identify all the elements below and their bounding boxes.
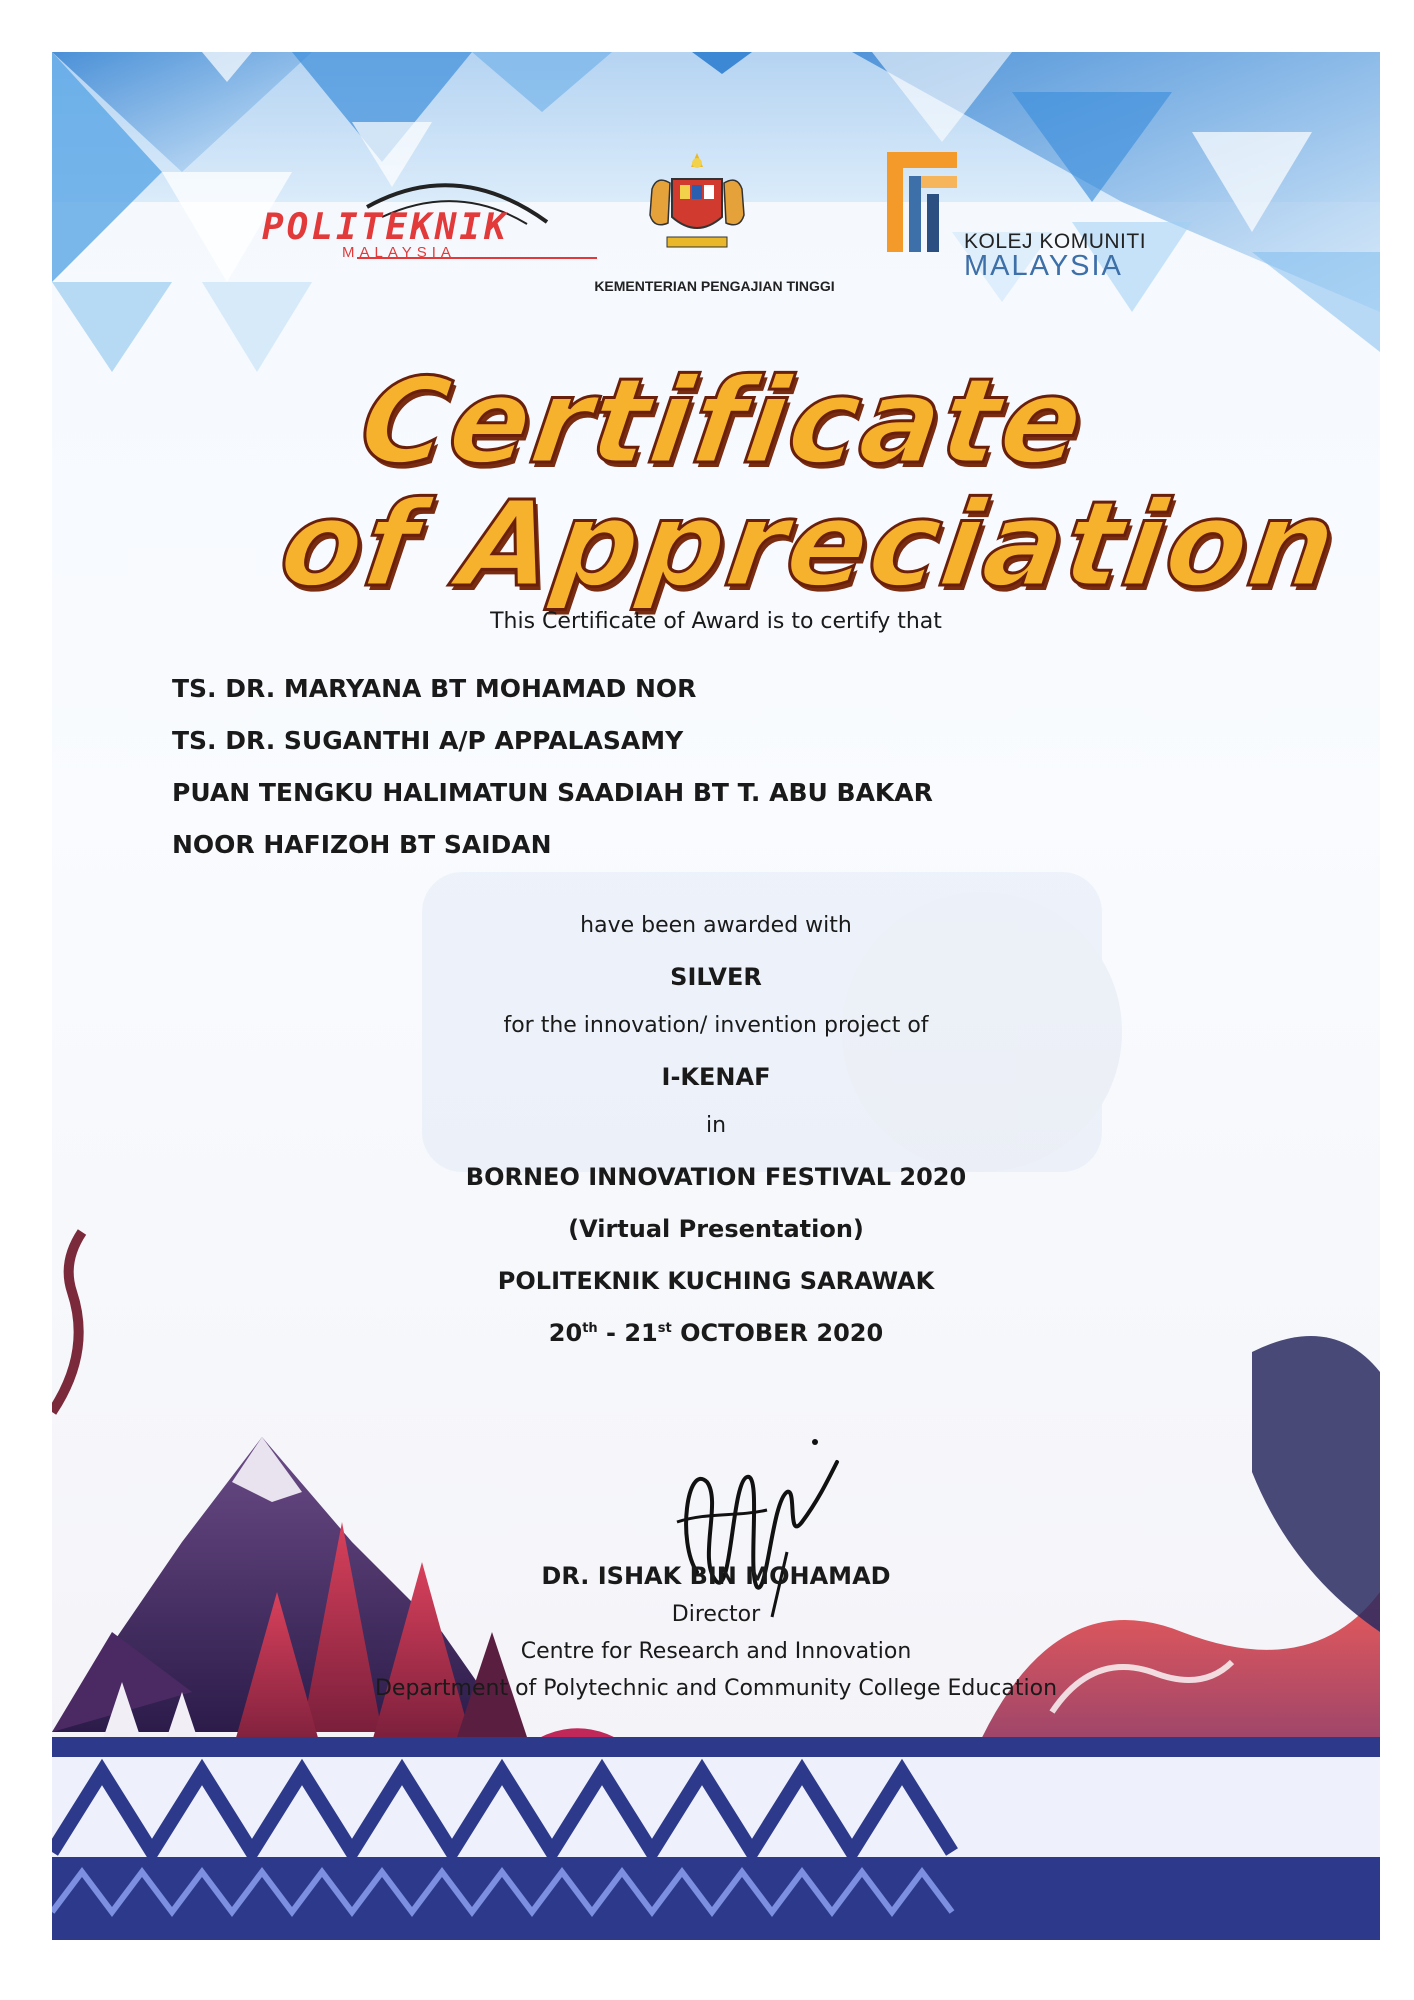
kolej-logo-line1: KOLEJ KOMUNITI bbox=[964, 230, 1147, 253]
event-name: BORNEO INNOVATION FESTIVAL 2020 bbox=[465, 1163, 967, 1191]
certificate-title-line1: Certificate bbox=[352, 352, 1094, 490]
certificate-title-line2: of Appreciation bbox=[272, 475, 1346, 613]
signatory-department: Department of Polytechnic and Community College Education bbox=[374, 1676, 1058, 1701]
recipient-name: TS. DR. SUGANTHI A/P APPALASAMY bbox=[172, 726, 684, 755]
presentation-mode: (Virtual Presentation) bbox=[568, 1215, 864, 1243]
politeknik-logo-sub: MALAYSIA bbox=[342, 244, 456, 261]
signatory-name: DR. ISHAK BIN MOHAMAD bbox=[541, 1562, 891, 1590]
recipient-name: NOOR HAFIZOH BT SAIDAN bbox=[172, 830, 552, 859]
signatory-position: Director bbox=[671, 1602, 761, 1627]
project-text: for the innovation/ invention project of bbox=[503, 1013, 929, 1038]
in-text: in bbox=[705, 1113, 727, 1138]
award-level: SILVER bbox=[670, 963, 762, 991]
project-name: I-KENAF bbox=[661, 1063, 771, 1091]
kolej-komuniti-mark-icon bbox=[887, 152, 967, 252]
venue: POLITEKNIK KUCHING SARAWAK bbox=[497, 1267, 935, 1295]
intro-text: This Certificate of Award is to certify that bbox=[490, 609, 942, 634]
recipient-name: PUAN TENGKU HALIMATUN SAADIAH BT T. ABU BAKAR bbox=[172, 778, 933, 807]
certificate-sheet bbox=[52, 52, 1380, 1940]
kolej-logo-line2: MALAYSIA bbox=[964, 250, 1123, 282]
ministry-name: KEMENTERIAN PENGAJIAN TINGGI bbox=[594, 278, 835, 294]
awarded-text: have been awarded with bbox=[580, 913, 852, 938]
coat-of-arms-icon bbox=[642, 149, 752, 259]
signatory-unit: Centre for Research and Innovation bbox=[520, 1639, 912, 1664]
event-dates: 20th - 21st OCTOBER 2020 bbox=[548, 1319, 884, 1347]
recipient-name: TS. DR. MARYANA BT MOHAMAD NOR bbox=[172, 674, 697, 703]
politeknik-logo-word: POLITEKNIK bbox=[262, 207, 509, 248]
